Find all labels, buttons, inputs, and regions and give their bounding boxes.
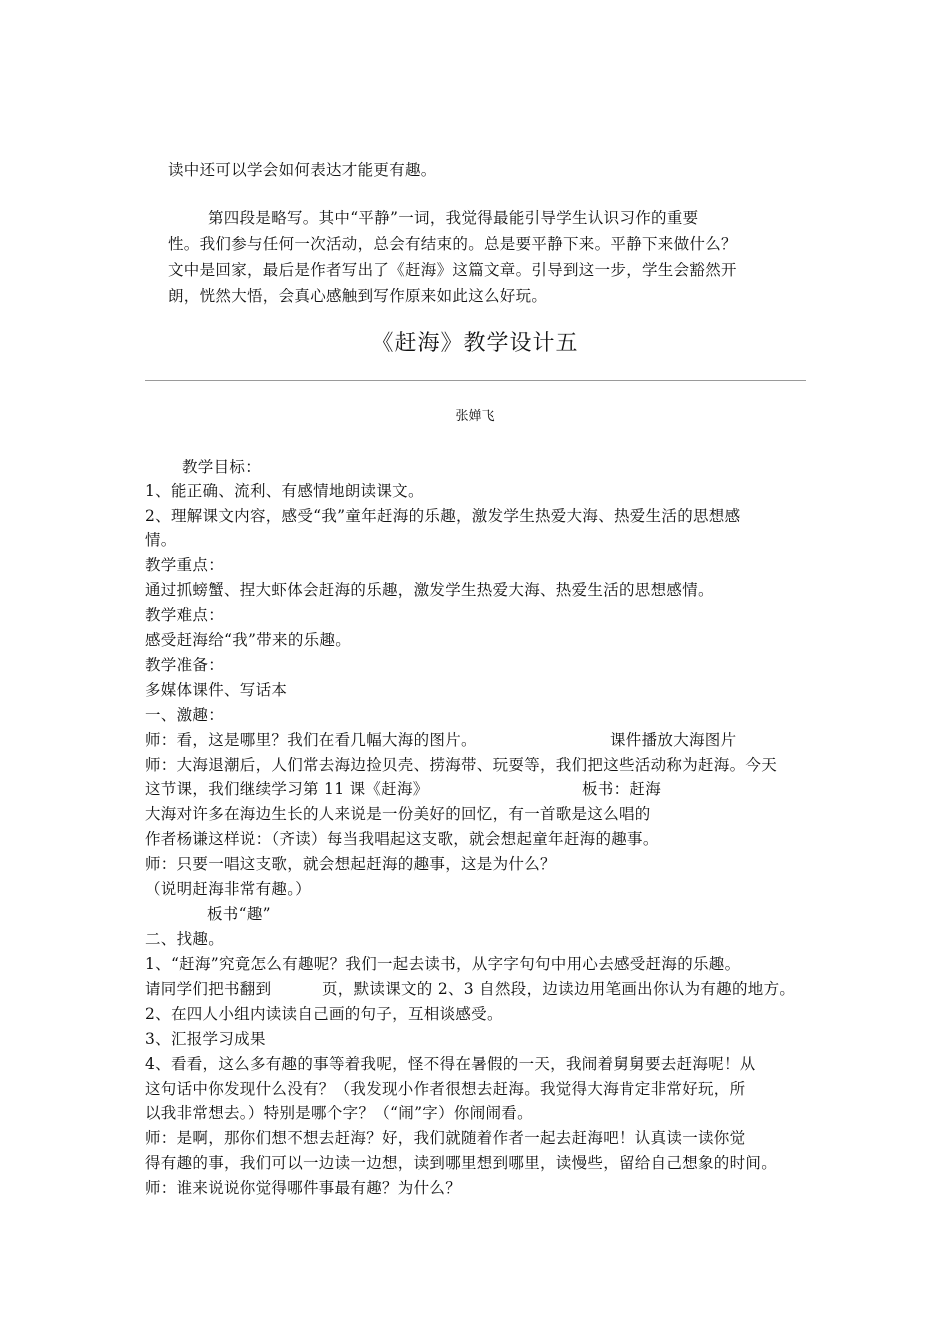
document-title: 《赶海》教学设计五: [371, 331, 579, 356]
section-heading: 二、找趣。: [145, 930, 225, 948]
paragraph-line: 以我非常想去。）特别是哪个字？（“闹”字）你闹闹看。: [145, 1104, 533, 1122]
paragraph-line: 师：谁来说说你觉得哪件事最有趣？为什么？: [145, 1179, 462, 1197]
paragraph-line: 师：看，这是哪里？我们在看几幅大海的图片。: [145, 731, 477, 749]
goals-heading: 教学目标：: [182, 458, 262, 476]
key-points-text: 通过抓螃蟹、捏大虾体会赶海的乐趣，激发学生热爱大海、热爱生活的思想感情。: [145, 581, 714, 599]
paragraph-line: 师：是啊，那你们想不想去赶海？好，我们就随着作者一起去赶海吧！认真读一读你觉: [145, 1129, 746, 1147]
paragraph-line: 作者杨谦这样说：（齐读）每当我唱起这支歌，就会想起童年赶海的趣事。: [145, 830, 659, 848]
paragraph-line: 得有趣的事，我们可以一边读一边想，读到哪里想到哪里，读慢些，留给自己想象的时间。: [145, 1154, 778, 1172]
goal-item-continued: 情。: [145, 531, 177, 549]
intro-paragraph-line: 第四段是略写。其中“平静”一词，我觉得最能引导学生认识习作的重要: [208, 209, 699, 227]
author-name: 张婵飞: [455, 409, 495, 424]
difficulty-text: 感受赶海给“我”带来的乐趣。: [145, 631, 352, 649]
paragraph-line: 3、汇报学习成果: [145, 1030, 266, 1048]
paragraph-line: 师：只要一唱这支歌，就会想起赶海的趣事，这是为什么？: [145, 855, 556, 873]
title-divider: [145, 380, 806, 381]
goal-item: 2、理解课文内容，感受“我”童年赶海的乐趣，激发学生热爱大海、热爱生活的思想感: [145, 507, 741, 525]
paragraph-line: （说明赶海非常有趣。）: [145, 880, 312, 898]
board-note: 板书：赶海: [582, 780, 662, 798]
paragraph-line: 1、“赶海”究竟怎么有趣呢？我们一起去读书，从字字句句中用心去感受赶海的乐趣。: [145, 955, 741, 973]
paragraph-line: 请同学们把书翻到: [145, 980, 272, 998]
paragraph-line: 这句话中你发现什么没有？（我发现小作者很想去赶海。我觉得大海肯定非常好玩，所: [145, 1080, 746, 1098]
intro-line: 读中还可以学会如何表达才能更有趣。: [168, 161, 437, 179]
intro-paragraph-line: 文中是回家，最后是作者写出了《赶海》这篇文章。引导到这一步，学生会豁然开: [168, 261, 737, 279]
difficulty-heading: 教学难点：: [145, 606, 225, 624]
board-note: 板书“趣”: [207, 905, 271, 923]
preparation-text: 多媒体课件、写话本: [145, 681, 288, 699]
intro-paragraph-line: 朗，恍然大悟，会真心感触到写作原来如此这么好玩。: [168, 287, 548, 305]
section-heading: 一、激趣：: [145, 706, 225, 724]
paragraph-line: 这节课，我们继续学习第 11 课《赶海》: [145, 780, 429, 798]
board-note: 课件播放大海图片: [610, 731, 737, 749]
paragraph-line: 页，默读课文的 2、3 自然段，边读边用笔画出你认为有趣的地方。: [322, 980, 796, 998]
goal-item: 1、能正确、流利、有感情地朗读课文。: [145, 482, 424, 500]
paragraph-line: 师：大海退潮后，人们常去海边捡贝壳、捞海带、玩耍等，我们把这些活动称为赶海。今天: [145, 756, 778, 774]
paragraph-line: 2、在四人小组内读读自己画的句子，互相谈感受。: [145, 1005, 503, 1023]
paragraph-line: 大海对许多在海边生长的人来说是一份美好的回忆，有一首歌是这么唱的: [145, 805, 651, 823]
preparation-heading: 教学准备：: [145, 656, 225, 674]
intro-paragraph-line: 性。我们参与任何一次活动，总会有结束的。总是要平静下来。平静下来做什么？: [168, 235, 737, 253]
key-points-heading: 教学重点：: [145, 556, 225, 574]
paragraph-line: 4、看看，这么多有趣的事等着我呢，怪不得在暑假的一天，我闹着舅舅要去赶海呢！从: [145, 1055, 756, 1073]
